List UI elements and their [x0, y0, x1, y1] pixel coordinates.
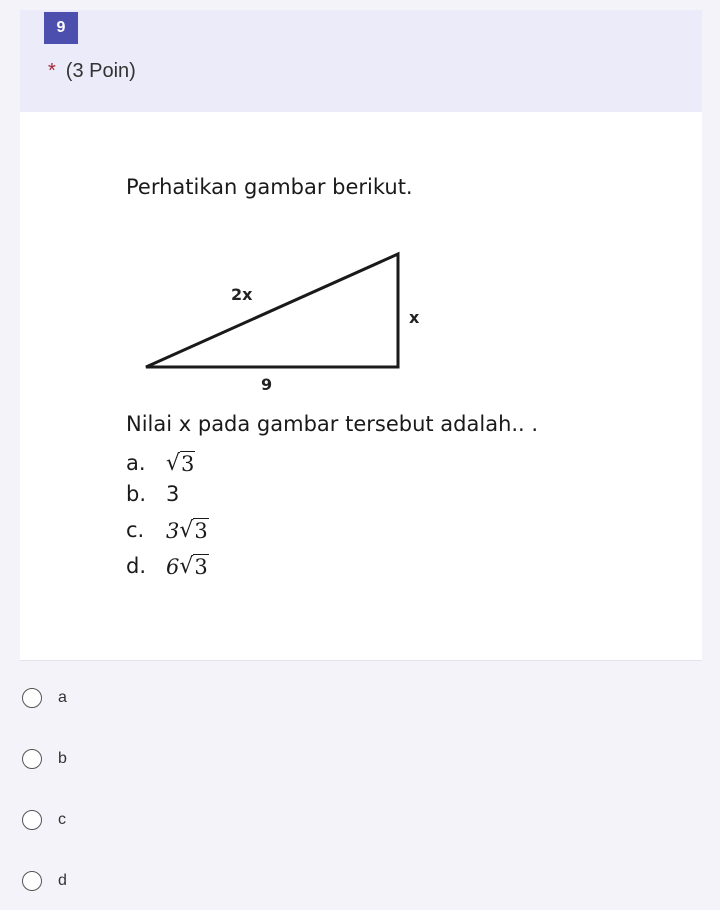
choice-label: a — [58, 689, 67, 706]
inline-option-b — [126, 479, 179, 509]
question-prompt: Nilai x pada gambar tersebut adalah.. . — [126, 412, 539, 436]
base-label: 9 — [261, 375, 273, 394]
points-text: (3 Poin) — [65, 60, 136, 82]
choice-d[interactable] — [22, 871, 67, 891]
question-points — [48, 60, 136, 83]
inline-option-c — [126, 515, 209, 545]
inline-option-letter: c. — [126, 518, 145, 542]
radio-circle-icon[interactable] — [22, 871, 42, 891]
sqrt-icon: √ — [179, 553, 194, 579]
sqrt-icon: √ — [179, 517, 194, 543]
required-mark: * — [48, 60, 56, 82]
hypotenuse-label: 2x — [231, 285, 253, 304]
sqrt-expression: 3 √ 3 — [166, 517, 208, 543]
sqrt-expression: √ 3 — [166, 450, 195, 476]
inline-option-a — [126, 448, 195, 478]
triangle-figure — [126, 232, 446, 412]
right-triangle-shape — [146, 254, 398, 367]
choice-c[interactable] — [22, 810, 66, 830]
sqrt-icon: √ — [166, 450, 181, 476]
inline-option-letter: b. — [126, 482, 147, 506]
radio-circle-icon[interactable] — [22, 688, 42, 708]
inline-option-letter: a. — [126, 451, 146, 475]
choice-b[interactable] — [22, 749, 67, 769]
choice-label: b — [58, 750, 67, 767]
inline-option-letter: d. — [126, 554, 147, 578]
choice-a[interactable] — [22, 688, 67, 708]
choice-label: d — [58, 872, 67, 889]
choice-label: c — [58, 811, 66, 828]
question-number-badge: 9 — [44, 12, 78, 44]
side-label: x — [409, 308, 420, 327]
triangle-svg — [126, 232, 446, 412]
question-image-card — [20, 112, 702, 661]
inline-option-value: 3 — [166, 482, 180, 506]
question-header — [20, 10, 702, 112]
radio-circle-icon[interactable] — [22, 749, 42, 769]
sqrt-expression: 6 √ 3 — [166, 553, 208, 579]
inline-option-d — [126, 551, 209, 581]
radio-circle-icon[interactable] — [22, 810, 42, 830]
question-intro: Perhatikan gambar berikut. — [126, 175, 413, 199]
